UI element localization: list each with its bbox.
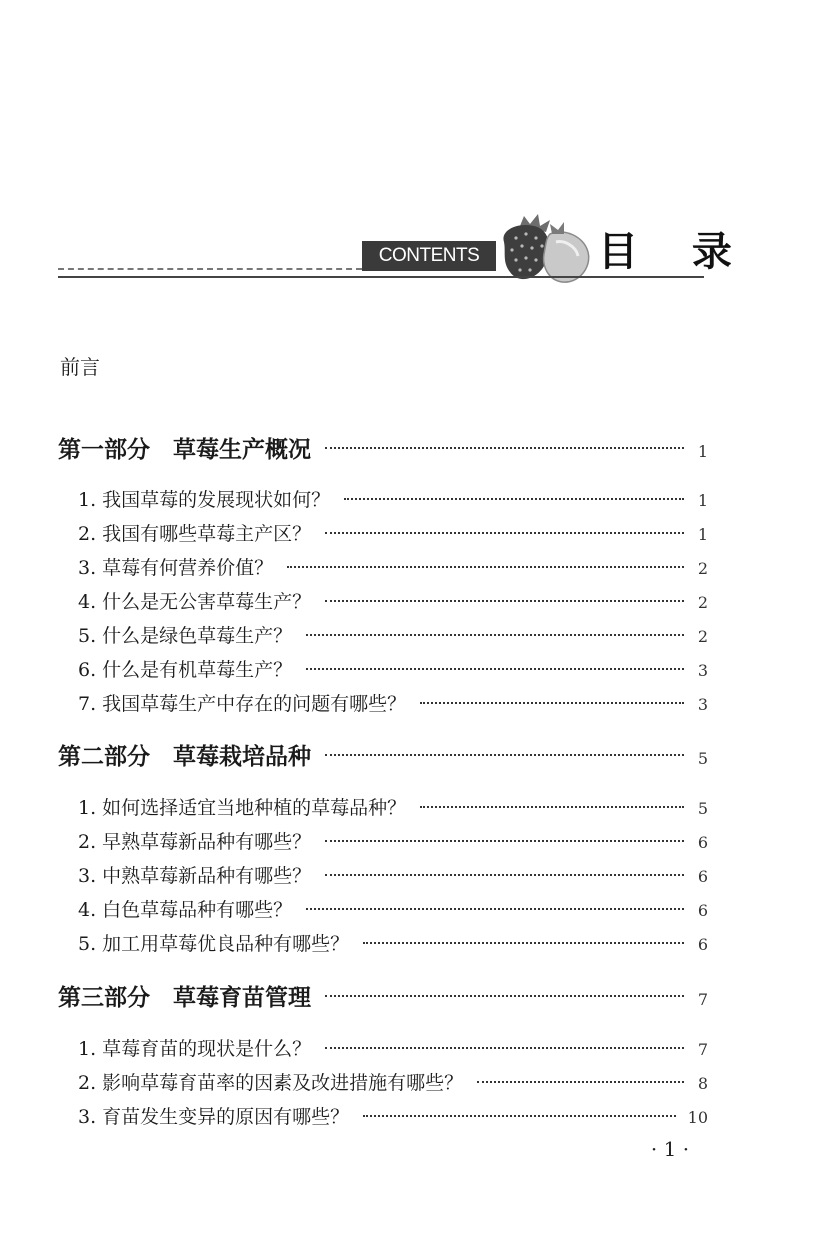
toc-item[interactable]	[78, 518, 708, 550]
item-title: 2. 早熟草莓新品种有哪些？	[78, 831, 312, 853]
page-title: 目 录	[598, 229, 752, 275]
item-page: 1	[697, 525, 708, 544]
toc-item[interactable]	[78, 552, 708, 584]
dot-leader	[363, 1115, 675, 1117]
dot-leader	[325, 532, 684, 534]
toc-item[interactable]	[78, 826, 708, 858]
section-page: 1	[697, 442, 708, 461]
section-page: 5	[697, 749, 708, 768]
toc-item[interactable]	[78, 860, 708, 892]
item-page: 3	[697, 661, 708, 680]
dot-leader	[325, 754, 684, 756]
item-title: 2. 我国有哪些草莓主产区？	[78, 523, 312, 545]
item-page: 2	[697, 559, 708, 578]
toc-section-2[interactable]	[58, 737, 708, 777]
item-page: 6	[697, 867, 708, 886]
strawberry-icon	[490, 212, 598, 286]
section-page: 7	[697, 990, 708, 1009]
toc-section-1[interactable]	[58, 430, 708, 470]
toc-item[interactable]	[78, 1033, 708, 1065]
toc-entry-preface[interactable]: 前言	[60, 355, 100, 379]
item-page: 7	[697, 1040, 708, 1059]
dot-leader	[325, 874, 684, 876]
dot-leader	[477, 1081, 684, 1083]
item-page: 6	[697, 935, 708, 954]
dot-leader	[306, 634, 684, 636]
item-page: 8	[697, 1074, 708, 1093]
toc-item[interactable]	[78, 586, 708, 618]
item-title: 4. 什么是无公害草莓生产？	[78, 591, 312, 613]
dot-leader	[325, 995, 684, 997]
page-number: · 1 ·	[650, 1137, 690, 1161]
toc-header	[0, 0, 819, 300]
item-page: 2	[697, 593, 708, 612]
item-page: 3	[697, 695, 708, 714]
item-page: 6	[697, 833, 708, 852]
dot-leader	[306, 908, 684, 910]
item-page: 6	[697, 901, 708, 920]
toc-item[interactable]	[78, 1101, 708, 1133]
item-page: 2	[697, 627, 708, 646]
item-title: 5. 加工用草莓优良品种有哪些？	[78, 933, 350, 955]
toc-item[interactable]	[78, 620, 708, 652]
toc-item[interactable]	[78, 654, 708, 686]
dot-leader	[344, 498, 684, 500]
toc-item[interactable]	[78, 894, 708, 926]
item-title: 3. 中熟草莓新品种有哪些？	[78, 865, 312, 887]
dot-leader	[363, 942, 684, 944]
toc-item[interactable]	[78, 484, 708, 516]
section-title: 第三部分 草莓育苗管理	[58, 985, 311, 1011]
item-title: 1. 如何选择适宜当地种植的草莓品种？	[78, 797, 407, 819]
toc-item[interactable]	[78, 1067, 708, 1099]
contents-label: CONTENTS	[362, 241, 496, 271]
dot-leader	[420, 806, 684, 808]
item-title: 6. 什么是有机草莓生产？	[78, 659, 293, 681]
item-title: 3. 草莓有何营养价值？	[78, 557, 274, 579]
dot-leader	[325, 1047, 684, 1049]
dashed-divider	[58, 268, 362, 270]
toc-section-3[interactable]	[58, 978, 708, 1018]
item-title: 1. 我国草莓的发展现状如何？	[78, 489, 331, 511]
item-title: 1. 草莓育苗的现状是什么？	[78, 1038, 312, 1060]
item-title: 4. 白色草莓品种有哪些？	[78, 899, 293, 921]
toc-item[interactable]	[78, 928, 708, 960]
header-rule	[58, 276, 704, 278]
toc-item[interactable]	[78, 792, 708, 824]
dot-leader	[325, 840, 684, 842]
toc-item[interactable]	[78, 688, 708, 720]
item-page: 1	[697, 491, 708, 510]
item-page: 5	[697, 799, 708, 818]
dot-leader	[287, 566, 684, 568]
item-title: 7. 我国草莓生产中存在的问题有哪些？	[78, 693, 407, 715]
dot-leader	[325, 447, 684, 449]
dot-leader	[420, 702, 684, 704]
dot-leader	[325, 600, 684, 602]
section-title: 第一部分 草莓生产概况	[58, 437, 311, 463]
item-title: 5. 什么是绿色草莓生产？	[78, 625, 293, 647]
item-title: 2. 影响草莓育苗率的因素及改进措施有哪些？	[78, 1072, 464, 1094]
dot-leader	[306, 668, 684, 670]
item-title: 3. 育苗发生变异的原因有哪些？	[78, 1106, 350, 1128]
item-page: 10	[687, 1108, 708, 1127]
section-title: 第二部分 草莓栽培品种	[58, 744, 311, 770]
